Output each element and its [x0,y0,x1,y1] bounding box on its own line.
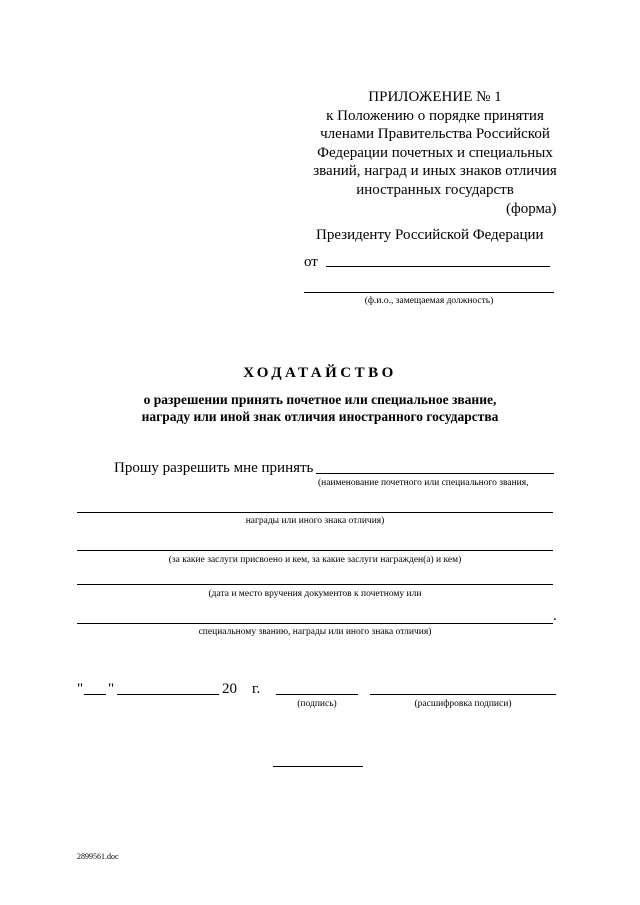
transcript-hint: (расшифровка подписи) [414,699,512,709]
signature-hint: (подпись) [297,699,337,709]
date-year-suffix: г. [252,681,261,697]
appendix-line: членами Правительства Российской [320,126,550,143]
date-year-prefix: 20 [222,681,237,697]
signature-line[interactable] [276,694,358,695]
appendix-block [300,88,570,200]
document-subtitle [60,391,580,425]
date-place-hint: (дата и место вручения документов к почетному или [208,589,422,599]
document-title: ХОДАТАЙСТВО [243,365,397,381]
date-day-line[interactable] [84,694,106,695]
date-month-line[interactable] [117,694,219,695]
award-name-hint: (наименование почетного или специального звания, [318,478,529,488]
appendix-line: к Положению о порядке принятия [326,107,544,124]
special-line[interactable] [77,623,553,624]
subtitle-line: о разрешении принять почетное или специальное звание, [143,392,497,407]
date-open-quote: " [77,681,84,697]
award-type-hint: награды или иного знака отличия) [245,516,385,526]
addressee: Президенту Российской Федерации [316,227,544,243]
date-close-quote: " [108,681,115,697]
line-end-period: . [553,608,557,624]
date-place-line[interactable] [77,584,553,585]
request-text: Прошу разрешить мне принять [114,460,314,476]
award-type-line[interactable] [77,512,553,513]
from-label: от [304,254,318,270]
merits-line[interactable] [77,550,553,551]
merits-hint: (за какие заслуги присвоено и кем, за какие заслуги награжден(а) и кем) [168,555,462,565]
transcript-line[interactable] [370,694,556,695]
appendix-heading: ПРИЛОЖЕНИЕ № 1 [368,89,502,105]
appendix-line: Федерации почетных и специальных [317,144,553,161]
from-name-line[interactable] [326,266,550,267]
separator-line [273,766,363,767]
appendix-line: иностранных государств [356,181,514,198]
from-hint: (ф.и.о., замещаемая должность) [364,296,494,306]
appendix-line: званий, наград и иных знаков отличия [313,163,557,180]
footer-doc-id: 2899561.doc [77,852,119,861]
special-hint: специальному званию, награды или иного знака отличия) [198,627,432,637]
award-name-line[interactable] [316,473,554,474]
subtitle-line: награду или иной знак отличия иностранного государства [141,409,499,424]
from-position-line[interactable] [304,292,554,293]
form-label: (форма) [506,201,557,217]
